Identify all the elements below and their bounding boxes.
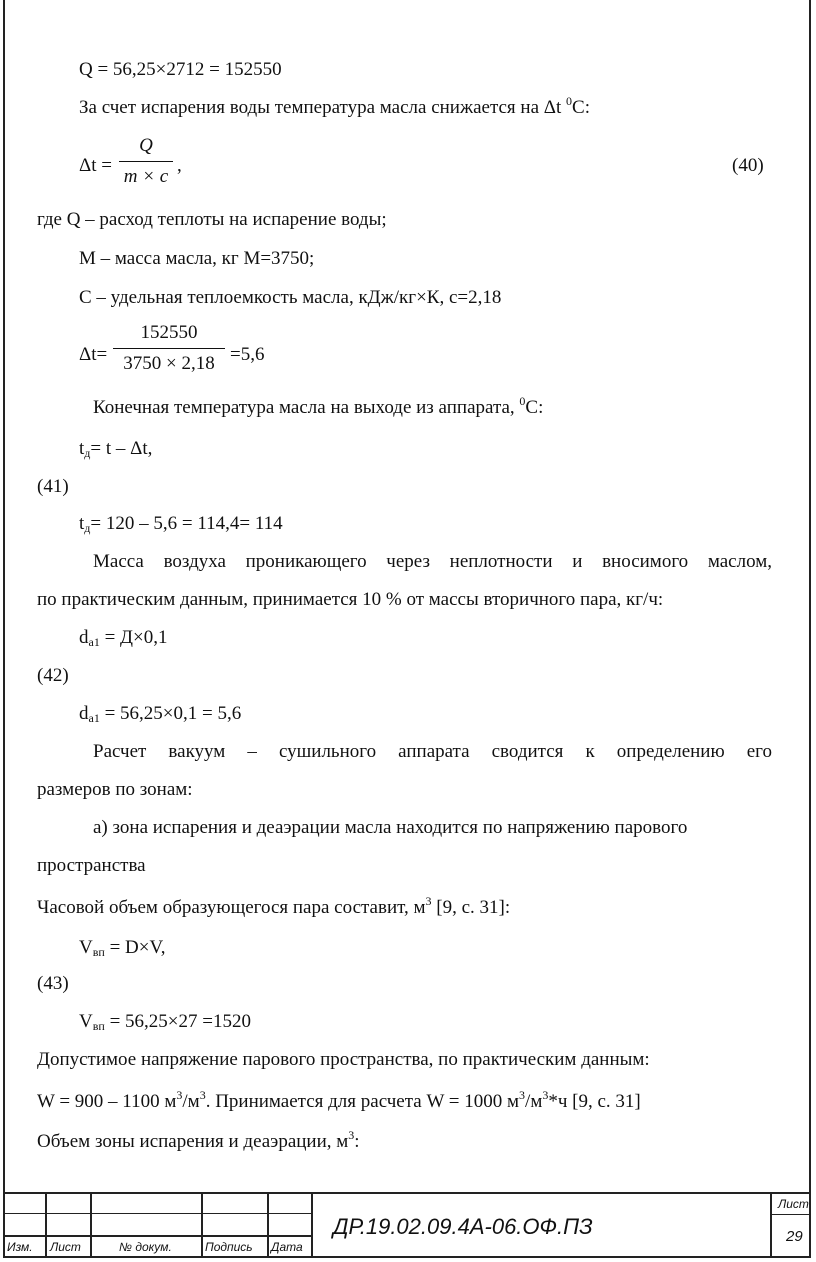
equation-td-calc: $t_д= 120 - 5,6 = 114,4= 114$: [79, 513, 283, 535]
equation-da1-calc: $d_{a1} = 56,25\times 0,1 = 5,6$: [79, 703, 242, 725]
document-code: ДР.19.02.09.4А-06.ОФ.ПЗ: [333, 1214, 593, 1239]
eq40-fraction: [119, 134, 173, 189]
equation-vvp: $V_{вп} = D\times V$,: [79, 937, 166, 959]
eq40-lhs: Δt =: [79, 155, 112, 176]
equation-q: Q = 56,25×2712 = 152550: [79, 59, 282, 80]
stamp-col-sign: Подпись: [205, 1240, 253, 1254]
title-block-stamp: [3, 1192, 811, 1258]
text-line-hourly-volume: Часовой объем образующегося пара составит, $м^3$ [9, с. 31]:: [37, 894, 511, 918]
calc-fraction: [113, 321, 225, 376]
stamp-col-doc: № докум.: [119, 1240, 172, 1254]
text-line-allowed-stress: Допустимое напряжение парового пространства, по практическим данным:: [37, 1049, 650, 1070]
eq40-comma: ,: [177, 155, 182, 176]
text-line-where-q: где Q – расход теплоты на испарение воды;: [37, 209, 387, 230]
text-line-w-range: W = 900 – 1100 $м^3/м^3$. Принимается для расчета W = 1000 $м^3/м^3*ч$ [9, с. 31]: [37, 1088, 641, 1112]
equation-number-41: (41): [37, 476, 69, 497]
stamp-col-izm: Изм.: [7, 1240, 33, 1254]
equation-vvp-calc: $V_{вп} = 56,25\times 27 =1520$: [79, 1011, 251, 1033]
equation-number-43: (43): [37, 973, 69, 994]
equation-number-42: (42): [37, 665, 69, 686]
calc-numerator: 152550: [140, 322, 198, 343]
text-line-mass: М – масса масла, кг М=3750;: [79, 248, 315, 269]
calc-denominator: 3750 × 2,18: [123, 353, 215, 374]
paragraph-air-mass-line1: Масса воздуха проникающего через неплотности и вносимого маслом,: [93, 551, 772, 572]
paragraph-zone-line2: пространства: [37, 855, 146, 876]
equation-number-40: (40): [732, 155, 764, 176]
equation-td: $t_д= t - \Delta t$,: [79, 438, 153, 460]
eq40-denominator: m × c: [123, 166, 169, 187]
paragraph-calc-line1: Расчет вакуум – сушильного аппарата сводится к определению его: [93, 741, 772, 762]
text-line-temperature-drop: За счет испарения воды температура масла снижается на Δt $^0$С:: [79, 94, 590, 118]
text-line-heat-capacity: С – удельная теплоемкость масла, кДж/кг×К, с=2,18: [79, 287, 502, 308]
paragraph-air-mass-line2: по практическим данным, принимается 10 % от массы вторичного пара, кг/ч:: [37, 589, 664, 610]
calc-lhs: Δt=: [79, 344, 108, 365]
eq40-numerator: Q: [139, 135, 153, 156]
text-line-zone-volume: Объем зоны испарения и деаэрации, $м^3$:: [37, 1128, 360, 1152]
sheet-number: 29: [786, 1228, 803, 1245]
stamp-col-list: Лист: [50, 1240, 81, 1254]
stamp-col-date: Дата: [271, 1240, 303, 1254]
equation-da1: $d_{a1} = Д\times 0,1$: [79, 627, 168, 649]
stamp-sheet-label: Лист: [778, 1197, 809, 1211]
calc-rhs: =5,6: [230, 344, 265, 365]
text-line-final-temp: Конечная температура масла на выходе из аппарата, $^0$С:: [93, 394, 544, 418]
paragraph-calc-line2: размеров по зонам:: [37, 779, 193, 800]
paragraph-zone-line1: а) зона испарения и деаэрации масла находится по напряжению парового: [93, 817, 688, 838]
